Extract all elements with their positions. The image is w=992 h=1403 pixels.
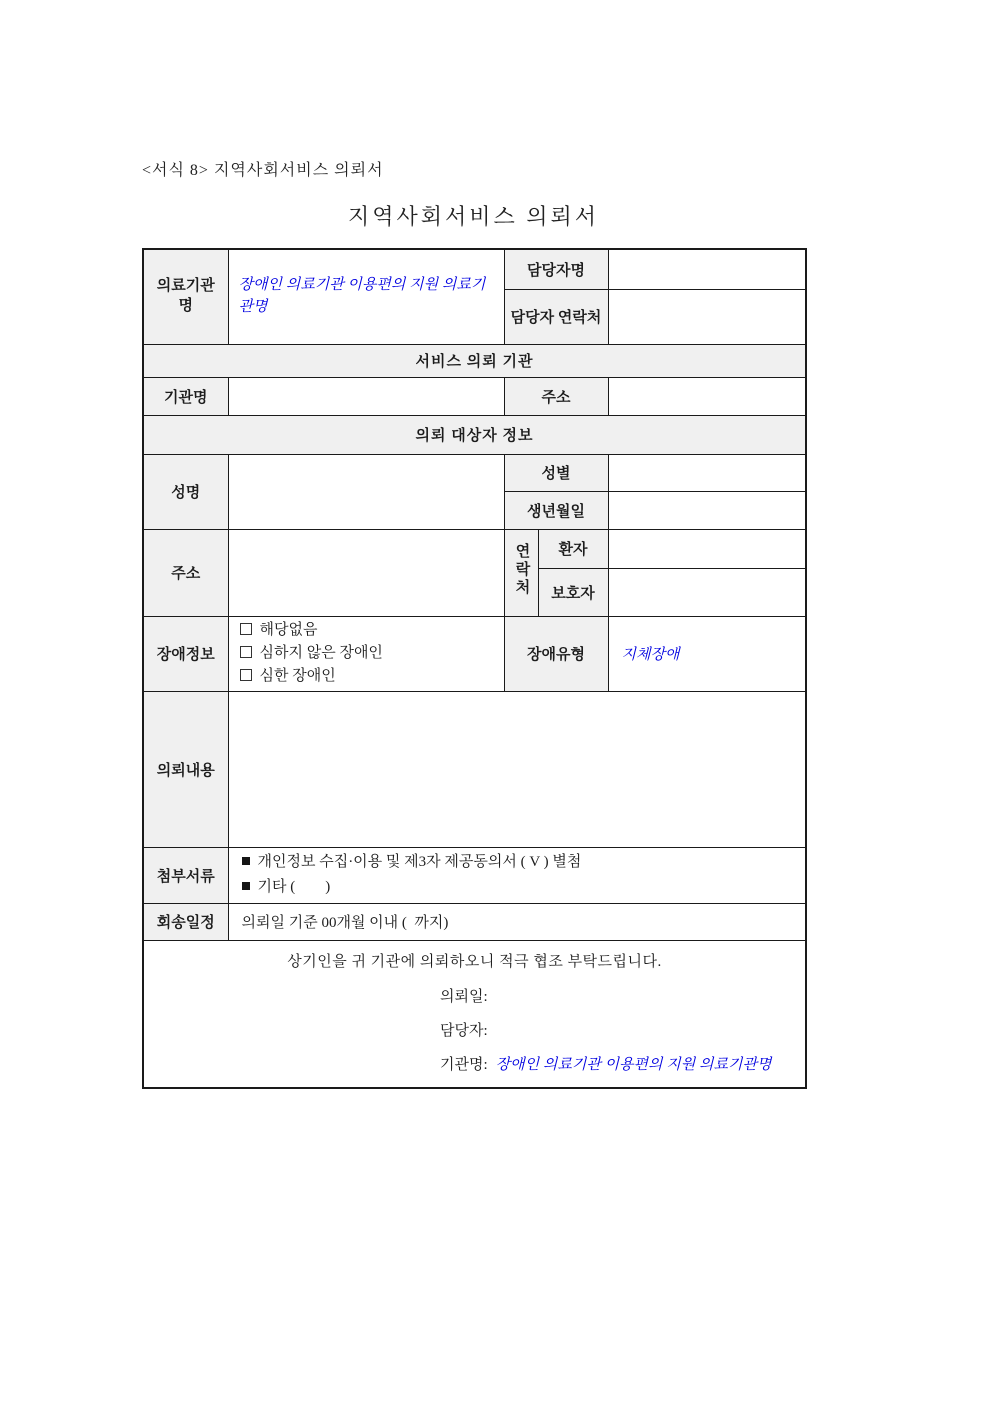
section-header-service-request-org: 서비스 의뢰 기관 [143, 344, 806, 377]
attachments-label: 첨부서류 [143, 847, 228, 903]
target-name-label: 성명 [143, 454, 228, 529]
guardian-contact-label: 보호자 [538, 568, 608, 616]
medical-org-label [143, 249, 228, 344]
disability-option-row [240, 642, 494, 665]
disability-option-row [240, 619, 494, 642]
closing-request-date-line [144, 985, 805, 1006]
manager-name-label: 담당자명 [504, 249, 608, 289]
guardian-contact-field[interactable] [608, 568, 806, 616]
attachment-item-text: 개인정보 수집·이용 및 제3자 제공동의서 ( V ) 별첨 [257, 853, 582, 870]
return-schedule-field[interactable]: 의뢰일 기준 00개월 이내 ( 까지) [228, 903, 806, 940]
disability-option-label: 심한 장애인 [259, 668, 336, 685]
disability-option-row [240, 665, 494, 688]
checkbox-icon[interactable] [240, 669, 252, 681]
manager-contact-field[interactable] [608, 289, 806, 344]
disability-type-value-text: 지체장애 [621, 647, 680, 663]
closing-block [143, 940, 806, 1088]
page-title: 지역사회서비스 의뢰서 [347, 204, 600, 229]
medical-org-value-text: 장애인 의료기관 이용편의 지원 의료기관명 [238, 277, 486, 315]
patient-contact-field[interactable] [608, 529, 806, 568]
birth-date-label: 생년월일 [504, 491, 608, 529]
form-tag: <서식 8> 지역사회서비스 의뢰서 [142, 162, 384, 179]
attachments-cell [228, 847, 806, 903]
disability-type-field[interactable] [608, 616, 806, 691]
patient-contact-label: 환자 [538, 529, 608, 568]
medical-org-value-field[interactable] [228, 249, 504, 344]
contact-label [504, 529, 538, 616]
gender-field[interactable] [608, 454, 806, 491]
manager-name-field[interactable] [608, 249, 806, 289]
checkbox-icon[interactable] [240, 646, 252, 658]
bullet-square-icon [242, 882, 250, 890]
gender-label: 성별 [504, 454, 608, 491]
disability-type-label: 장애유형 [504, 616, 608, 691]
closing-manager-label: 담당자: [440, 1022, 488, 1039]
target-name-field[interactable] [228, 454, 504, 529]
referral-form-table [142, 248, 807, 1089]
closing-org-value-text: 장애인 의료기관 이용편의 지원 의료기관명 [495, 1056, 772, 1073]
target-address-field[interactable] [228, 529, 504, 616]
disability-info-label: 장애정보 [143, 616, 228, 691]
org-name-label: 기관명 [143, 377, 228, 415]
closing-message: 상기인을 귀 기관에 의뢰하오니 적극 협조 부탁드립니다. [287, 953, 662, 970]
org-address-field[interactable] [608, 377, 806, 415]
request-content-label: 의뢰내용 [143, 691, 228, 847]
disability-option-label: 심하지 않은 장애인 [259, 644, 383, 661]
section-header-target-info: 의뢰 대상자 정보 [143, 415, 806, 454]
birth-date-field[interactable] [608, 491, 806, 529]
org-name-field[interactable] [228, 377, 504, 415]
target-address-label: 주소 [143, 529, 228, 616]
bullet-square-icon [242, 857, 250, 865]
attachment-item [242, 850, 796, 876]
request-content-field[interactable] [228, 691, 806, 847]
manager-contact-label: 담당자 연락처 [504, 289, 608, 344]
checkbox-icon[interactable] [240, 623, 252, 635]
disability-option-label: 해당없음 [259, 621, 318, 638]
closing-org-label: 기관명: [440, 1056, 488, 1073]
attachment-item [242, 875, 796, 901]
request-date-label: 의뢰일: [440, 988, 488, 1005]
closing-org-line [144, 1053, 805, 1074]
closing-manager-line [144, 1019, 805, 1040]
contact-label-text: 연락처 [513, 543, 530, 597]
return-schedule-label: 회송일정 [143, 903, 228, 940]
attachment-item-text: 기타 ( ) [257, 879, 331, 895]
org-address-label: 주소 [504, 377, 608, 415]
disability-options-cell [228, 616, 504, 691]
medical-org-label-text: 의료기관명 [156, 278, 215, 314]
